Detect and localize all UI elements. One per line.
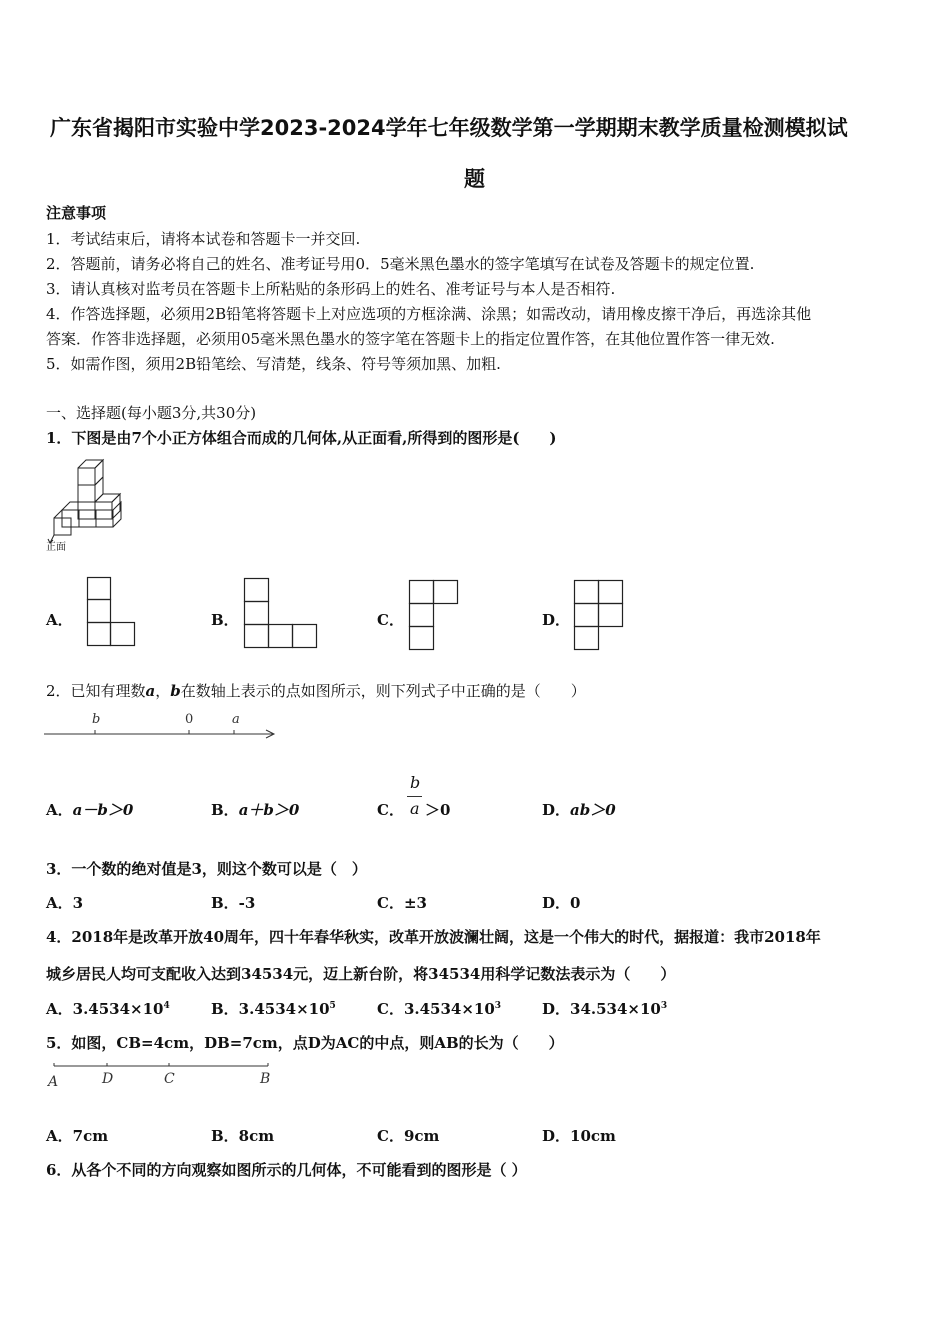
q2-option-b: B．a＋b＞0	[211, 801, 300, 819]
q5-segment-figure	[44, 1058, 284, 1092]
notice-item: 2．答题前，请务必将自己的姓名、准考证号用0．5毫米黑色墨水的签字笔填写在试卷及答题卡的规定位置.	[46, 255, 755, 273]
point-label-b: B	[260, 1071, 271, 1087]
point-label-a: A	[48, 1074, 59, 1090]
option-d-label: D．	[542, 611, 571, 629]
q4-option-b: B．$3.4534\times 10^5$	[211, 1000, 336, 1018]
notice-item: 1．考试结束后，请将本试卷和答题卡一并交回.	[46, 230, 361, 248]
q3-option-d: D．0	[542, 894, 581, 912]
page-title-continued: 题	[464, 167, 485, 191]
option-a-figure	[87, 577, 137, 647]
front-label: 正面	[46, 542, 66, 553]
q5-option-d: D．10cm	[542, 1127, 616, 1145]
question-3-stem: 3．一个数的绝对值是3，则这个数可以是（ ）	[46, 860, 367, 878]
point-label-d: D	[102, 1071, 114, 1087]
point-label-c: C	[164, 1071, 175, 1087]
q5-option-b: B．8cm	[211, 1127, 275, 1145]
axis-label-a: a	[232, 712, 240, 727]
axis-label-b: b	[92, 712, 101, 727]
option-b-figure	[244, 578, 320, 648]
q2-option-a: A．a－b＞0	[46, 801, 134, 819]
q4-option-a: A．$3.4534\times 10^4$	[46, 1000, 170, 1018]
q4-option-c: C．$3.4534\times 10^3$	[377, 1000, 502, 1018]
q3-option-c: C．±3	[377, 894, 427, 912]
q5-option-c: C．9cm	[377, 1127, 440, 1145]
notice-item: 4．作答选择题，必须用2B铅笔将答题卡上对应选项的方框涂满、涂黑；如需改动，请用橡皮擦干净后，再选涂其他	[46, 305, 812, 323]
q2-option-c-numerator: b	[410, 773, 421, 792]
option-b-label: B．	[211, 611, 239, 629]
notice-item: 3．请认真核对监考员在答题卡上所粘贴的条形码上的姓名、准考证号与本人是否相符.	[46, 280, 616, 298]
page-title: 广东省揭阳市实验中学2023-2024学年七年级数学第一学期期末教学质量检测模拟试	[50, 116, 848, 140]
q2-option-c-label: C．	[377, 801, 404, 819]
q5-option-a: A．7cm	[46, 1127, 109, 1145]
q3-option-b: B．-3	[211, 894, 256, 912]
question-4-stem-continued: 城乡居民人均可支配收入达到34534元，迈上新台阶，将34534用科学记数法表示为（ ）	[46, 965, 676, 983]
axis-label-zero: 0	[185, 712, 194, 727]
option-d-figure	[574, 580, 626, 652]
q2-option-d: D．ab＞0	[542, 801, 616, 819]
notice-item: 答案．作答非选择题，必须用05毫米黑色墨水的签字笔在答题卡上的指定位置作答，在其他位置作答一律无效.	[46, 330, 775, 348]
q2-number-line	[44, 706, 284, 742]
question-5-stem: 5．如图，CB=4cm，DB=7cm，点D为AC的中点，则AB的长为（ ）	[46, 1034, 564, 1052]
q2-option-c-denominator: a	[410, 799, 420, 818]
question-2-stem: 2．已知有理数a，b在数轴上表示的点如图所示，则下列式子中正确的是（ ）	[46, 682, 586, 700]
q4-option-d: D．$34.534\times 10^3$	[542, 1000, 668, 1018]
option-c-label: C．	[377, 611, 404, 629]
question-1-stem: 1．下图是由7个小正方体组合而成的几何体,从正面看,所得到的图形是( )	[46, 429, 557, 447]
question-6-stem: 6．从各个不同的方向观察如图所示的几何体，不可能看到的图形是（ ）	[46, 1161, 527, 1179]
question-4-stem: 4．2018年是改革开放40周年，四十年春华秋实，改革开放波澜壮阔，这是一个伟大的时代，据报道：我市2018年	[46, 928, 821, 946]
section-heading: 一、选择题(每小题3分,共30分)	[46, 404, 257, 422]
option-c-figure	[409, 580, 461, 652]
q2-option-c-relation: ＞0	[425, 801, 451, 819]
fraction-bar	[407, 796, 422, 797]
notice-heading: 注意事项	[46, 204, 107, 222]
notice-item: 5．如需作图，须用2B铅笔绘、写清楚，线条、符号等须加黑、加粗.	[46, 355, 501, 373]
q3-option-a: A．3	[46, 894, 84, 912]
option-a-label: A．	[46, 611, 73, 629]
